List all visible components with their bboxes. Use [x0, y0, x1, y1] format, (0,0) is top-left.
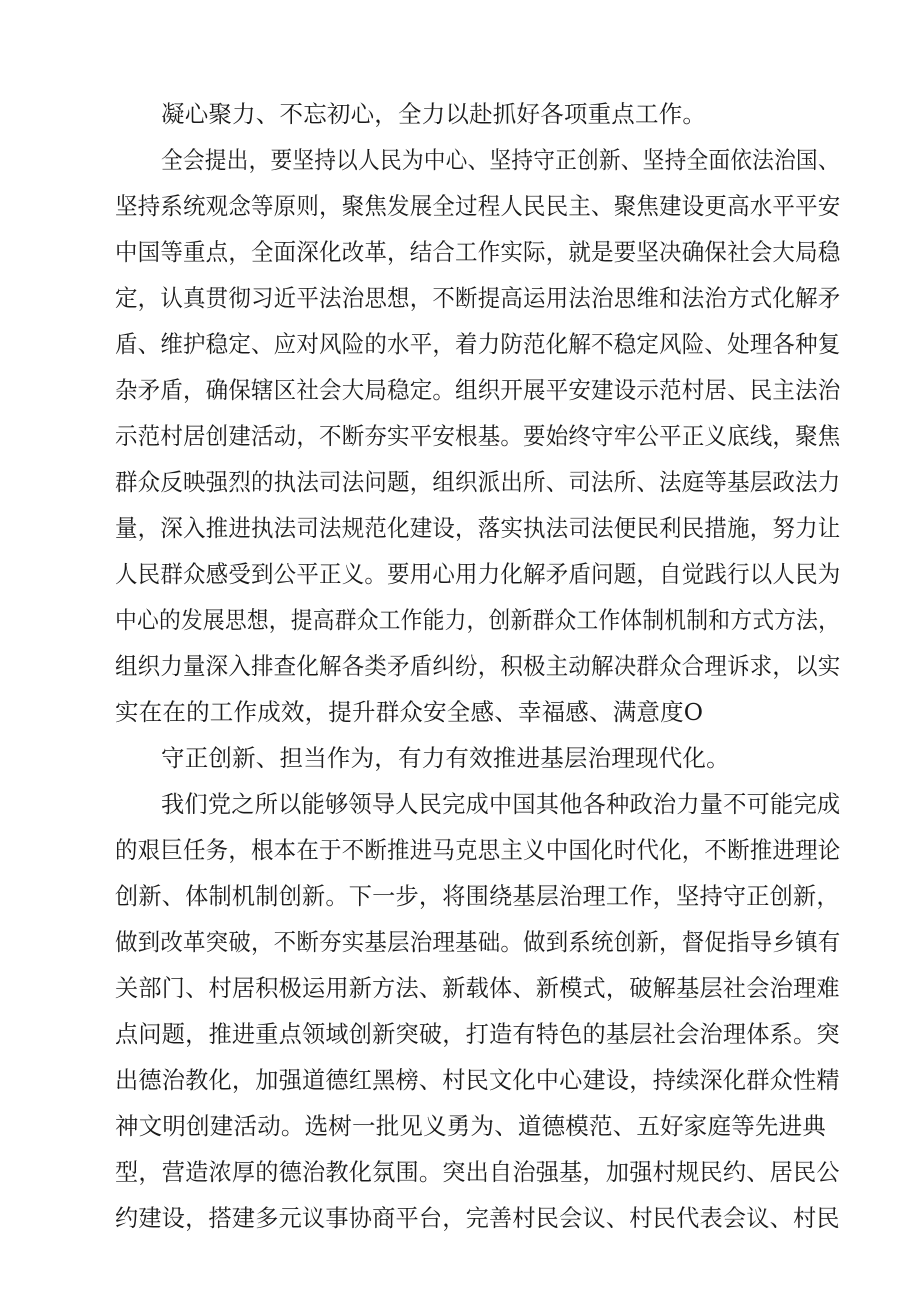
text-line-18: 创新、体制机制创新。下一步，将围绕基层治理工作，坚持守正创新，	[115, 882, 840, 910]
text-line-23: 神文明创建活动。选树一批见义勇为、道德模范、五好家庭等先进典	[115, 1112, 826, 1140]
text-line-6: 盾、维护稳定、应对风险的水平，着力防范化解不稳定风险、处理各种复	[115, 330, 841, 358]
text-line-9: 群众反映强烈的执法司法问题，组织派出所、司法所、法庭等基层政法力	[115, 468, 841, 496]
text-line-16: 我们党之所以能够领导人民完成中国其他各种政治力量不可能完成	[161, 790, 841, 818]
text-line-1: 凝心聚力、不忘初心，全力以赴抓好各项重点工作。	[161, 100, 707, 128]
text-line-5: 定，认真贯彻习近平法治思想，不断提高运用法治思维和法治方式化解矛	[115, 284, 841, 312]
text-line-17: 的艰巨任务，根本在于不断推进马克思主义中国化时代化，不断推进理论	[115, 836, 841, 864]
text-line-11: 人民群众感受到公平正义。要用心用力化解矛盾问题，自觉践行以人民为	[115, 560, 841, 588]
text-line-25: 约建设，搭建多元议事协商平台，完善村民会议、村民代表会议、村民	[115, 1204, 840, 1232]
text-line-14: 实在在的工作成效，提升群众安全感、幸福感、满意度O	[115, 698, 704, 726]
text-line-13: 组织力量深入排查化解各类矛盾纠纷，积极主动解决群众合理诉求，以实	[115, 652, 841, 680]
text-line-22: 出德治教化，加强道德红黑榜、村民文化中心建设，持续深化群众性精	[115, 1066, 840, 1094]
text-line-20: 关部门、村居积极运用新方法、新载体、新模式，破解基层社会治理难	[115, 974, 840, 1002]
text-line-15: 守正创新、担当作为，有力有效推进基层治理现代化。	[161, 744, 730, 772]
text-line-7: 杂矛盾，确保辖区社会大局稳定。组织开展平安建设示范村居、民主法治	[115, 376, 841, 404]
text-line-19: 做到改革突破，不断夯实基层治理基础。做到系统创新，督促指导乡镇有	[115, 928, 841, 956]
text-line-3: 坚持系统观念等原则，聚焦发展全过程人民民主、聚焦建设更高水平平安	[115, 192, 841, 220]
text-line-21: 点问题，推进重点领域创新突破，打造有特色的基层社会治理体系。突	[115, 1020, 840, 1048]
text-line-2: 全会提出，要坚持以人民为中心、坚持守正创新、坚持全面依法治国、	[161, 146, 840, 174]
text-line-4: 中国等重点，全面深化改革，结合工作实际，就是要坚决确保社会大局稳	[115, 238, 841, 266]
text-line-12: 中心的发展思想，提高群众工作能力，创新群众工作体制机制和方式方法，	[115, 606, 841, 634]
text-line-24: 型，营造浓厚的德治教化氛围。突出自治强基，加强村规民约、居民公	[115, 1158, 840, 1186]
text-line-8: 示范村居创建活动，不断夯实平安根基。要始终守牢公平正义底线，聚焦	[115, 422, 841, 450]
text-line-10: 量，深入推进执法司法规范化建设，落实执法司法便民利民措施，努力让	[115, 514, 841, 542]
